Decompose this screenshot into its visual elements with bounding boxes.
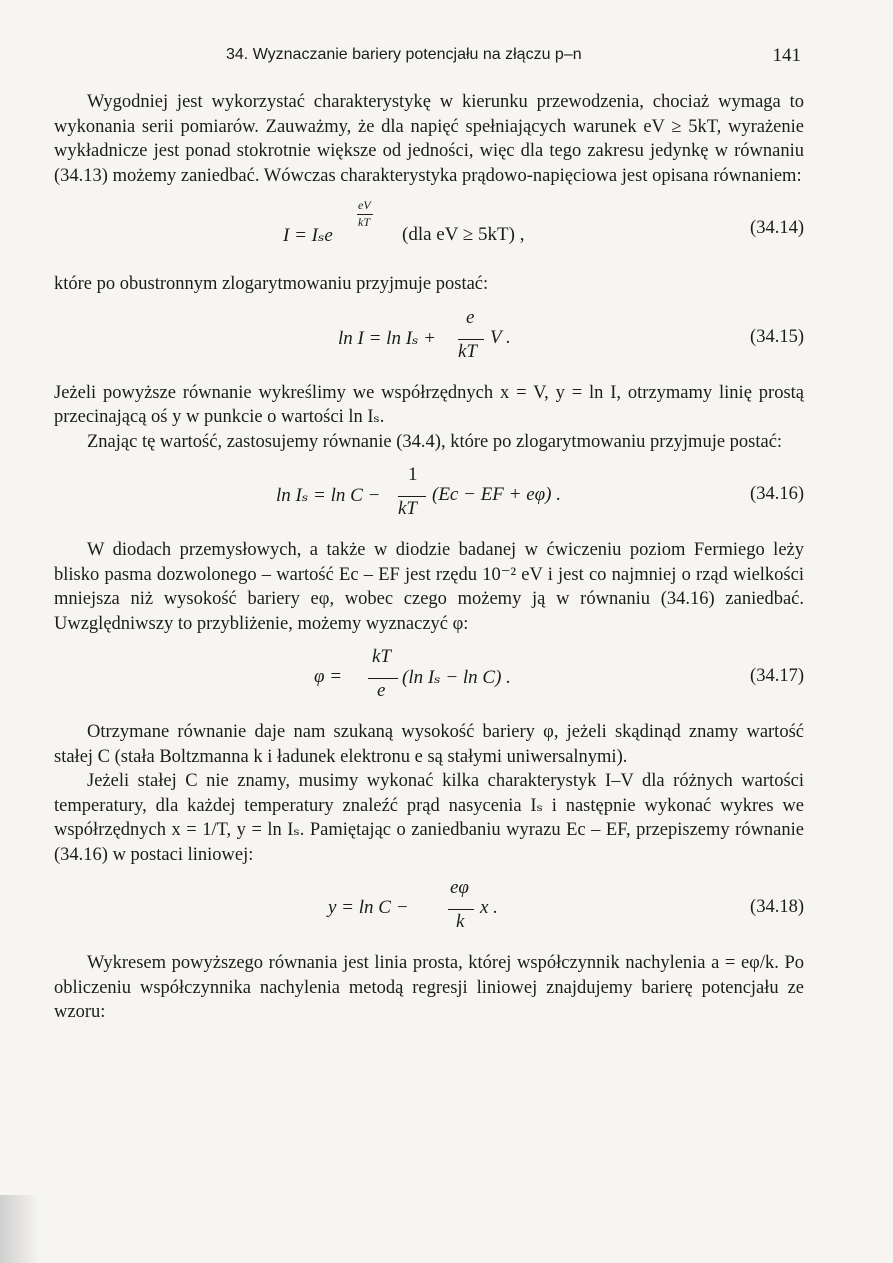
page-number: 141	[772, 45, 801, 66]
eq16-num: 1	[408, 464, 418, 485]
eq17-den: e	[377, 680, 386, 701]
eq15-num: e	[466, 306, 475, 328]
eq14-exp-den: kT	[358, 215, 370, 229]
eq17-frac-bar	[368, 678, 398, 679]
eq17-tail: (ln Iₛ − ln C) .	[402, 667, 511, 688]
paragraph-2: które po obustronnym zlogarytmowaniu przyjmuje postać:	[54, 274, 489, 294]
eq15-tail: V .	[490, 326, 511, 348]
equation-34-17	[54, 644, 804, 710]
page-header	[226, 46, 801, 70]
eq15-frac-bar	[458, 339, 484, 340]
eq14-condition: (dla eV ≥ 5kT) ,	[402, 224, 525, 245]
paragraph-5: W diodach przemysłowych, a także w diodzie badanej w ćwiczeniu poziom Fermiego leży blisko pasma dozwolonego – wartość Ec – EF jest rzędu 10⁻² eV i jest co najmniej o rząd wielkości mniejsza niż wysokość bariery eφ, wobec czego możemy ją w równaniu (34.16) zaniedbać. Uwzględniwszy to przybliżenie, możemy wyznaczyć φ:	[54, 540, 804, 634]
text-body	[54, 90, 804, 1025]
paragraph-1: Wygodniej jest wykorzystać charakterystykę w kierunku przewodzenia, chociaż wymaga to wykonania serii pomiarów. Zauważmy, że dla napięć spełniających warunek eV ≥ 5kT, wyrażenie wykładnicze jest ponad stokrotnie większe od jedności, więc dla tego zakresu jedynkę w równaniu (34.13) możemy zaniedbać. Wówczas charakterystyka prądowo-napięciowa jest opisana równaniem:	[54, 92, 804, 186]
paragraph-4: Znając tę wartość, zastosujemy równanie (34.4), które po zlogarytmowaniu przyjmuje postać:	[87, 431, 783, 452]
eq18-num: eφ	[450, 877, 469, 898]
eq15-lhs: ln I = ln Iₛ +	[338, 327, 437, 349]
paragraph-6: Otrzymane równanie daje nam szukaną wysokość bariery φ, jeżeli skądinąd znamy wartość stałej C (stała Boltzmanna k i ładunek elektronu e są stałymi uniwersalnymi).	[54, 722, 804, 767]
equation-number-34-16: (34.16)	[750, 484, 804, 504]
paragraph-8: Wykresem powyższego równania jest linia prosta, której współczynnik nachylenia a = eφ/k. Po obliczeniu współczynnika nachylenia metodą regresji liniowej znajdujemy barierę potencjału ze wzoru:	[54, 953, 804, 1022]
eq16-frac-bar	[398, 496, 426, 497]
equation-34-16	[54, 462, 804, 528]
equation-34-18	[54, 875, 804, 941]
eq17-lhs: φ =	[314, 666, 343, 687]
eq18-den: k	[456, 911, 465, 932]
equation-number-34-15: (34.15)	[750, 326, 804, 347]
equation-34-15	[54, 305, 804, 371]
eq18-tail: x .	[480, 897, 498, 918]
equation-number-34-17: (34.17)	[750, 666, 804, 686]
running-head: 34. Wyznaczanie bariery potencjału na złączu p–n	[226, 46, 582, 63]
eq14-lhs: I = Iₛe	[283, 225, 333, 246]
eq16-lhs: ln Iₛ = ln C −	[276, 485, 381, 506]
eq15-den: kT	[458, 340, 477, 362]
eq14-exp-num: eV	[358, 198, 371, 212]
equation-34-14	[54, 196, 804, 262]
paragraph-3: Jeżeli powyższe równanie wykreślimy we współrzędnych x = V, y = ln I, otrzymamy linię prostą przecinającą oś y w punkcie o wartości ln Iₛ.	[54, 382, 804, 427]
equation-number-34-14: (34.14)	[750, 218, 804, 238]
scan-shadow	[0, 1195, 40, 1263]
eq18-frac-bar	[448, 909, 474, 910]
eq16-den: kT	[398, 498, 417, 519]
eq18-lhs: y = ln C −	[328, 897, 409, 918]
paragraph-7: Jeżeli stałej C nie znamy, musimy wykonać kilka charakterystyk I–V dla różnych wartości temperatury, dla każdej temperatury znaleźć prąd nasycenia Iₛ i następnie wykonać wykres we współrzędnych x = 1/T, y = ln Iₛ. Pamiętając o zaniedbaniu wyrazu Ec – EF, przepiszemy równanie (34.16) w postaci liniowej:	[54, 771, 804, 865]
equation-number-34-18: (34.18)	[750, 897, 804, 917]
eq17-num: kT	[372, 646, 391, 667]
eq16-tail: (Ec − EF + eφ) .	[432, 484, 561, 505]
